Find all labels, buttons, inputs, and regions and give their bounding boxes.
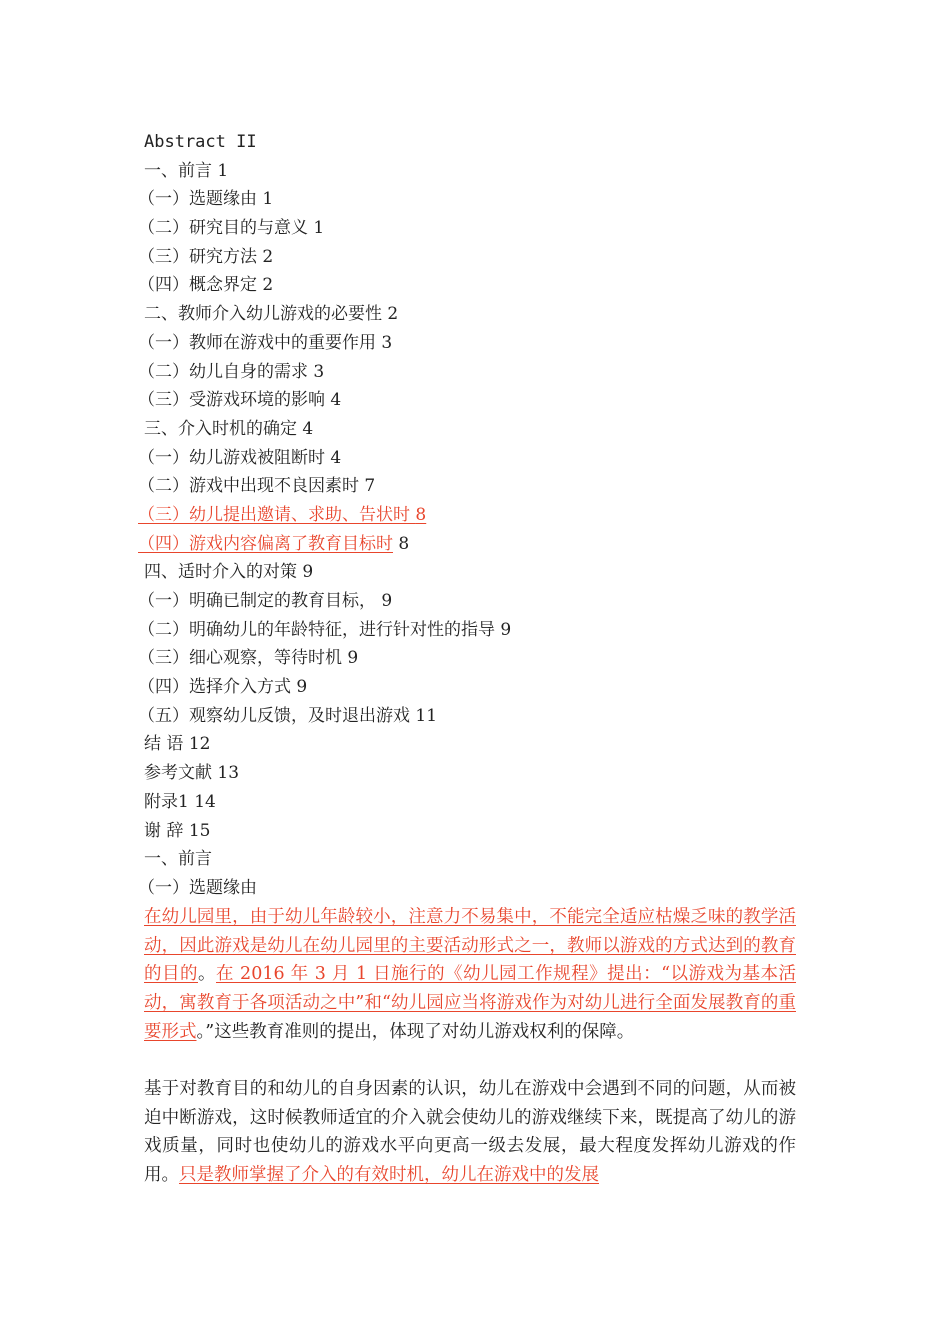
toc-entry <box>144 788 804 817</box>
toc-entry <box>138 644 804 673</box>
toc-entry <box>138 185 804 214</box>
body-paragraph-1 <box>144 903 796 1047</box>
toc-title: （二）幼儿自身的需求 <box>138 361 308 382</box>
toc-title: （四）选择介入方式 <box>138 677 291 698</box>
toc-page: 4 <box>330 390 342 411</box>
toc-title: （二）明确幼儿的年龄特征，进行针对性的指导 <box>138 619 495 640</box>
toc-entry <box>138 702 804 731</box>
toc-title: Abstract <box>144 132 226 152</box>
toc-entry <box>144 415 804 444</box>
toc-page: 7 <box>364 476 376 497</box>
toc-entry <box>138 358 804 387</box>
toc-title: （一）教师在游戏中的重要作用 <box>138 332 376 353</box>
toc-page: 12 <box>188 734 211 755</box>
toc-page: 3 <box>313 361 325 382</box>
paragraph-segment: 只是教师掌握了介入的有效时机，幼儿在游戏中的发展 <box>179 1165 599 1186</box>
toc-page: 4 <box>302 418 314 439</box>
toc-page: 9 <box>296 677 308 698</box>
toc-entry <box>144 300 804 329</box>
toc-title: 二、教师介入幼儿游戏的必要性 <box>144 304 382 325</box>
toc-entry <box>138 214 804 243</box>
toc-title: （四）概念界定 <box>138 275 257 296</box>
paragraph-segment: 。 <box>198 964 216 985</box>
toc-title: （二）研究目的与意义 <box>138 218 308 239</box>
toc-title: （三）研究方法 <box>138 246 257 267</box>
toc-page: 9 <box>381 591 393 611</box>
toc-page: 1 <box>313 218 325 239</box>
toc-entry <box>144 128 804 157</box>
toc-page: II <box>236 132 257 152</box>
toc-entry <box>144 817 804 846</box>
toc-entry <box>138 243 804 272</box>
toc-entry <box>138 616 804 645</box>
toc-page: 2 <box>262 275 274 296</box>
toc-title: （三）受游戏环境的影响 <box>138 390 325 411</box>
toc-entry <box>138 673 804 702</box>
subheading-title: （一）选题缘由 <box>138 877 257 898</box>
toc-title: 三、介入时机的确定 <box>144 418 297 439</box>
toc-page: 15 <box>188 820 211 841</box>
toc-entry <box>138 501 804 530</box>
toc-entry <box>144 558 804 587</box>
body-paragraph-2 <box>144 1075 796 1190</box>
toc-page: 4 <box>330 447 342 468</box>
toc-title: 四、适时介入的对策 <box>144 562 297 583</box>
toc-title: 一、前言 <box>144 160 212 181</box>
toc-title: （一）明确已制定的教育目标， <box>138 591 376 611</box>
toc-page: 14 <box>194 791 216 812</box>
paragraph-segment: 在幼儿园里，由于幼儿年龄较小，注意力不易集中，不能完全适应枯燥乏味的教学活动，因此游戏是幼儿在幼儿园里的主要活动形式之一，教师以游戏的方式达到的教育的目的 <box>144 907 796 985</box>
heading-title: 一、前言 <box>144 849 212 870</box>
toc-page: 9 <box>347 648 359 669</box>
toc-entry <box>144 157 804 186</box>
toc-entry <box>144 759 804 788</box>
paragraph-segment: 基于对教育目的和幼儿的自身因素的认识，幼儿在游戏中会遇到不同的问题，从而被迫中断游戏，这时候教师适宜的介入就会使幼儿的游戏继续下来，既提高了幼儿的游戏质量，同时也使幼儿的游戏水平向更高一级去发展，最大程度发挥幼儿游戏的作用。 <box>144 1079 796 1186</box>
toc-entry <box>138 472 804 501</box>
toc-entry <box>138 444 804 473</box>
toc-entry <box>138 271 804 300</box>
toc-title: （三）幼儿提出邀请、求助、告状时 <box>138 504 410 525</box>
toc-page: 11 <box>415 705 438 726</box>
toc-title: （四）游戏内容偏离了教育目标时 <box>138 533 393 554</box>
toc-page: 1 <box>217 160 229 181</box>
toc-entry <box>138 587 804 616</box>
toc-title: （二）游戏中出现不良因素时 <box>138 476 359 497</box>
section-heading <box>144 845 804 874</box>
toc-page: 2 <box>387 304 399 325</box>
toc-title: （三）细心观察，等待时机 <box>138 648 342 669</box>
toc-page: 13 <box>217 763 240 784</box>
toc-entry <box>144 730 804 759</box>
toc-entry <box>138 386 804 415</box>
toc-page: 8 <box>398 533 410 554</box>
section-subheading <box>138 874 804 903</box>
toc-entry <box>138 329 804 358</box>
toc-entry <box>138 530 804 559</box>
toc-title: （五）观察幼儿反馈，及时退出游戏 <box>138 705 410 726</box>
toc-title: （一）幼儿游戏被阻断时 <box>138 447 325 468</box>
toc-title: 附录1 <box>144 791 189 812</box>
toc-title: 参考文献 <box>144 763 212 784</box>
toc-page: 9 <box>302 562 314 583</box>
toc-page: 2 <box>262 246 274 267</box>
toc-title: （一）选题缘由 <box>138 189 257 210</box>
toc-page: 9 <box>500 619 512 640</box>
toc-title: 结 语 <box>144 734 184 755</box>
paragraph-segment: 在 2016 年 3 月 1 日施行的《幼儿园工作规程》提出：“以游戏为基本活动，寓教育于各项活动之中”和“幼儿园应当将游戏作为对幼儿进行全面发展教育的重要形式 <box>144 964 797 1042</box>
toc-page: 1 <box>262 189 274 210</box>
table-of-contents <box>138 128 804 903</box>
paragraph-segment: 。”这些教育准则的提出，体现了对幼儿游戏权利的保障。 <box>196 1021 635 1042</box>
toc-page: 3 <box>381 332 393 353</box>
toc-page: 8 <box>415 504 427 525</box>
toc-title: 谢 辞 <box>144 820 184 841</box>
